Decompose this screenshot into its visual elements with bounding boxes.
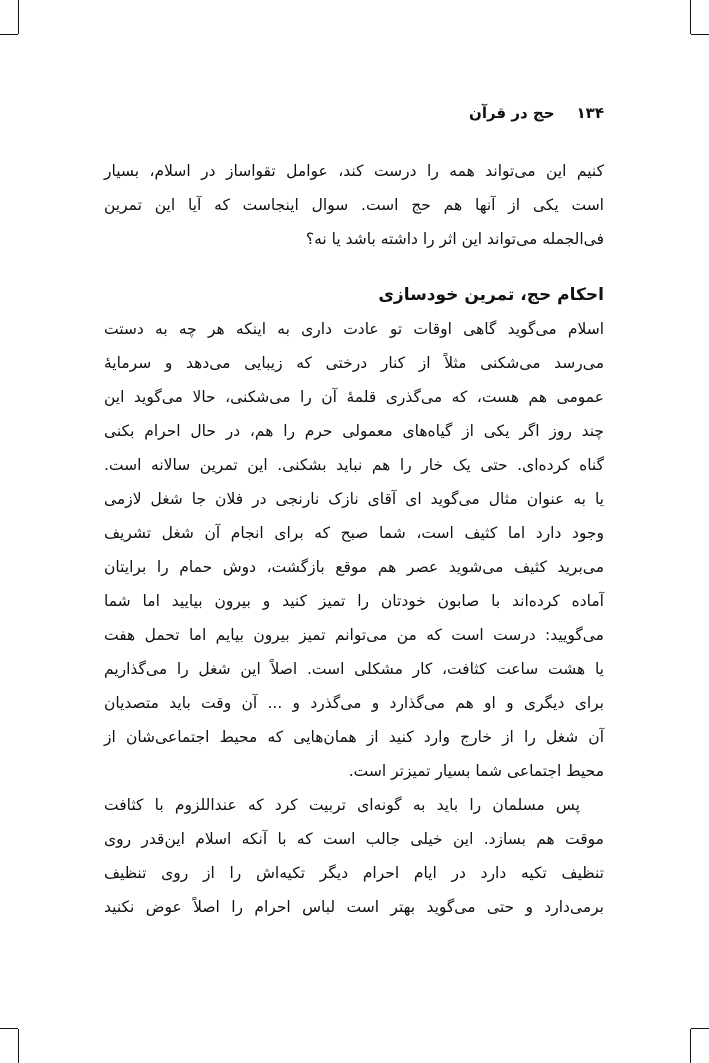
text-line: پس مسلمان را باید به گونه‌ای تربیت کرد که عنداللزوم با کثافت: [104, 796, 580, 814]
crop-mark-bottom-left-vertical: [18, 1029, 19, 1063]
text-line: برمی‌دارد و حتی می‌گوید بهتر است لباس احرام را اصلاً عوض نکنید: [104, 898, 604, 916]
text-line: آن شغل را از خارج وارد کنید از همان‌هایی که محیط اجتماعی‌شان از: [104, 728, 604, 746]
text-line: چند روز اگر یکی از گیاه‌های معمولی حرم را هم، در حال احرام بکنی: [104, 422, 604, 440]
running-title: حج در قرآن: [469, 104, 555, 122]
text-line: کنیم این می‌تواند همه را درست کند، عوامل تقواساز در اسلام، بسیار: [104, 162, 604, 180]
text-line: آماده کرده‌اند با صابون خودتان را تمیز کنید و بیرون بیایید اما شما: [104, 592, 604, 610]
page-number: ۱۳۴: [576, 104, 604, 122]
text-line: می‌گویید: درست است که من می‌توانم تمیز بیرون بیایم اما تحمل هفت: [104, 626, 604, 644]
crop-mark-bottom-left-horizontal: [0, 1028, 18, 1029]
text-line: می‌رسد می‌شکنی مثلاً از کنار درختی که زیبایی می‌دهد و سرمایهٔ: [104, 354, 604, 372]
text-line: عمومی هم هست، که می‌گذری قلمهٔ آن را می‌شکنی، حالا می‌گوید این: [104, 388, 604, 406]
text-line: یا هشت ساعت کثافت، کار مشکلی است. اصلاً این شغل را می‌گذاریم: [104, 660, 604, 678]
crop-mark-top-right-vertical: [690, 0, 691, 34]
body-paragraph: [104, 312, 604, 788]
text-line: گناه کرده‌ای. حتی یک خار را هم نباید بشکنی. این تمرین سالانه است.: [104, 456, 604, 474]
crop-mark-top-left-horizontal: [0, 34, 18, 35]
crop-mark-bottom-right-vertical: [690, 1029, 691, 1063]
text-line: می‌برید کثیف می‌شوید عصر هم موقع بازگشت، دوش حمام را برایتان: [104, 558, 604, 576]
final-paragraph: [104, 788, 604, 924]
book-page: [104, 100, 604, 924]
crop-mark-top-right-horizontal: [691, 34, 709, 35]
crop-mark-bottom-right-horizontal: [691, 1028, 709, 1029]
text-line: تنظیف تکیه دارد در ایام احرام دیگر تکیه‌اش را از روی تنظیف: [104, 864, 604, 882]
text-line: اسلام می‌گوید گاهی اوقات تو عادت داری به اینکه هر چه به دستت: [104, 320, 604, 338]
text-line: محیط اجتماعی شما بسیار تمیزتر است.: [348, 762, 604, 780]
text-line: موقت هم بسازد. این خیلی جالب است که با آنکه اسلام این‌قدر روی: [104, 830, 604, 848]
text-line: است یکی از آنها هم حج است. سوال اینجاست که آیا این تمرین: [104, 196, 604, 214]
text-line: برای دیگری و او هم می‌گذارد و می‌گذرد و ... آن وقت باید متصدیان: [104, 694, 604, 712]
crop-mark-top-left-vertical: [18, 0, 19, 34]
running-head: [104, 100, 604, 126]
text-line: فی‌الجمله می‌تواند این اثر را داشته باشد یا نه؟: [305, 230, 604, 248]
section-heading: احکام حج، تمرین خودسازی: [378, 285, 604, 305]
text-line: یا به عنوان مثال می‌گوید ای آقای نازک نارنجی در فلان جا شغل لازمی: [104, 490, 604, 508]
text-line: وجود دارد اما کثیف است، شما صبح که برای انجام آن شغل تشریف: [104, 524, 604, 542]
intro-paragraph: [104, 154, 604, 256]
